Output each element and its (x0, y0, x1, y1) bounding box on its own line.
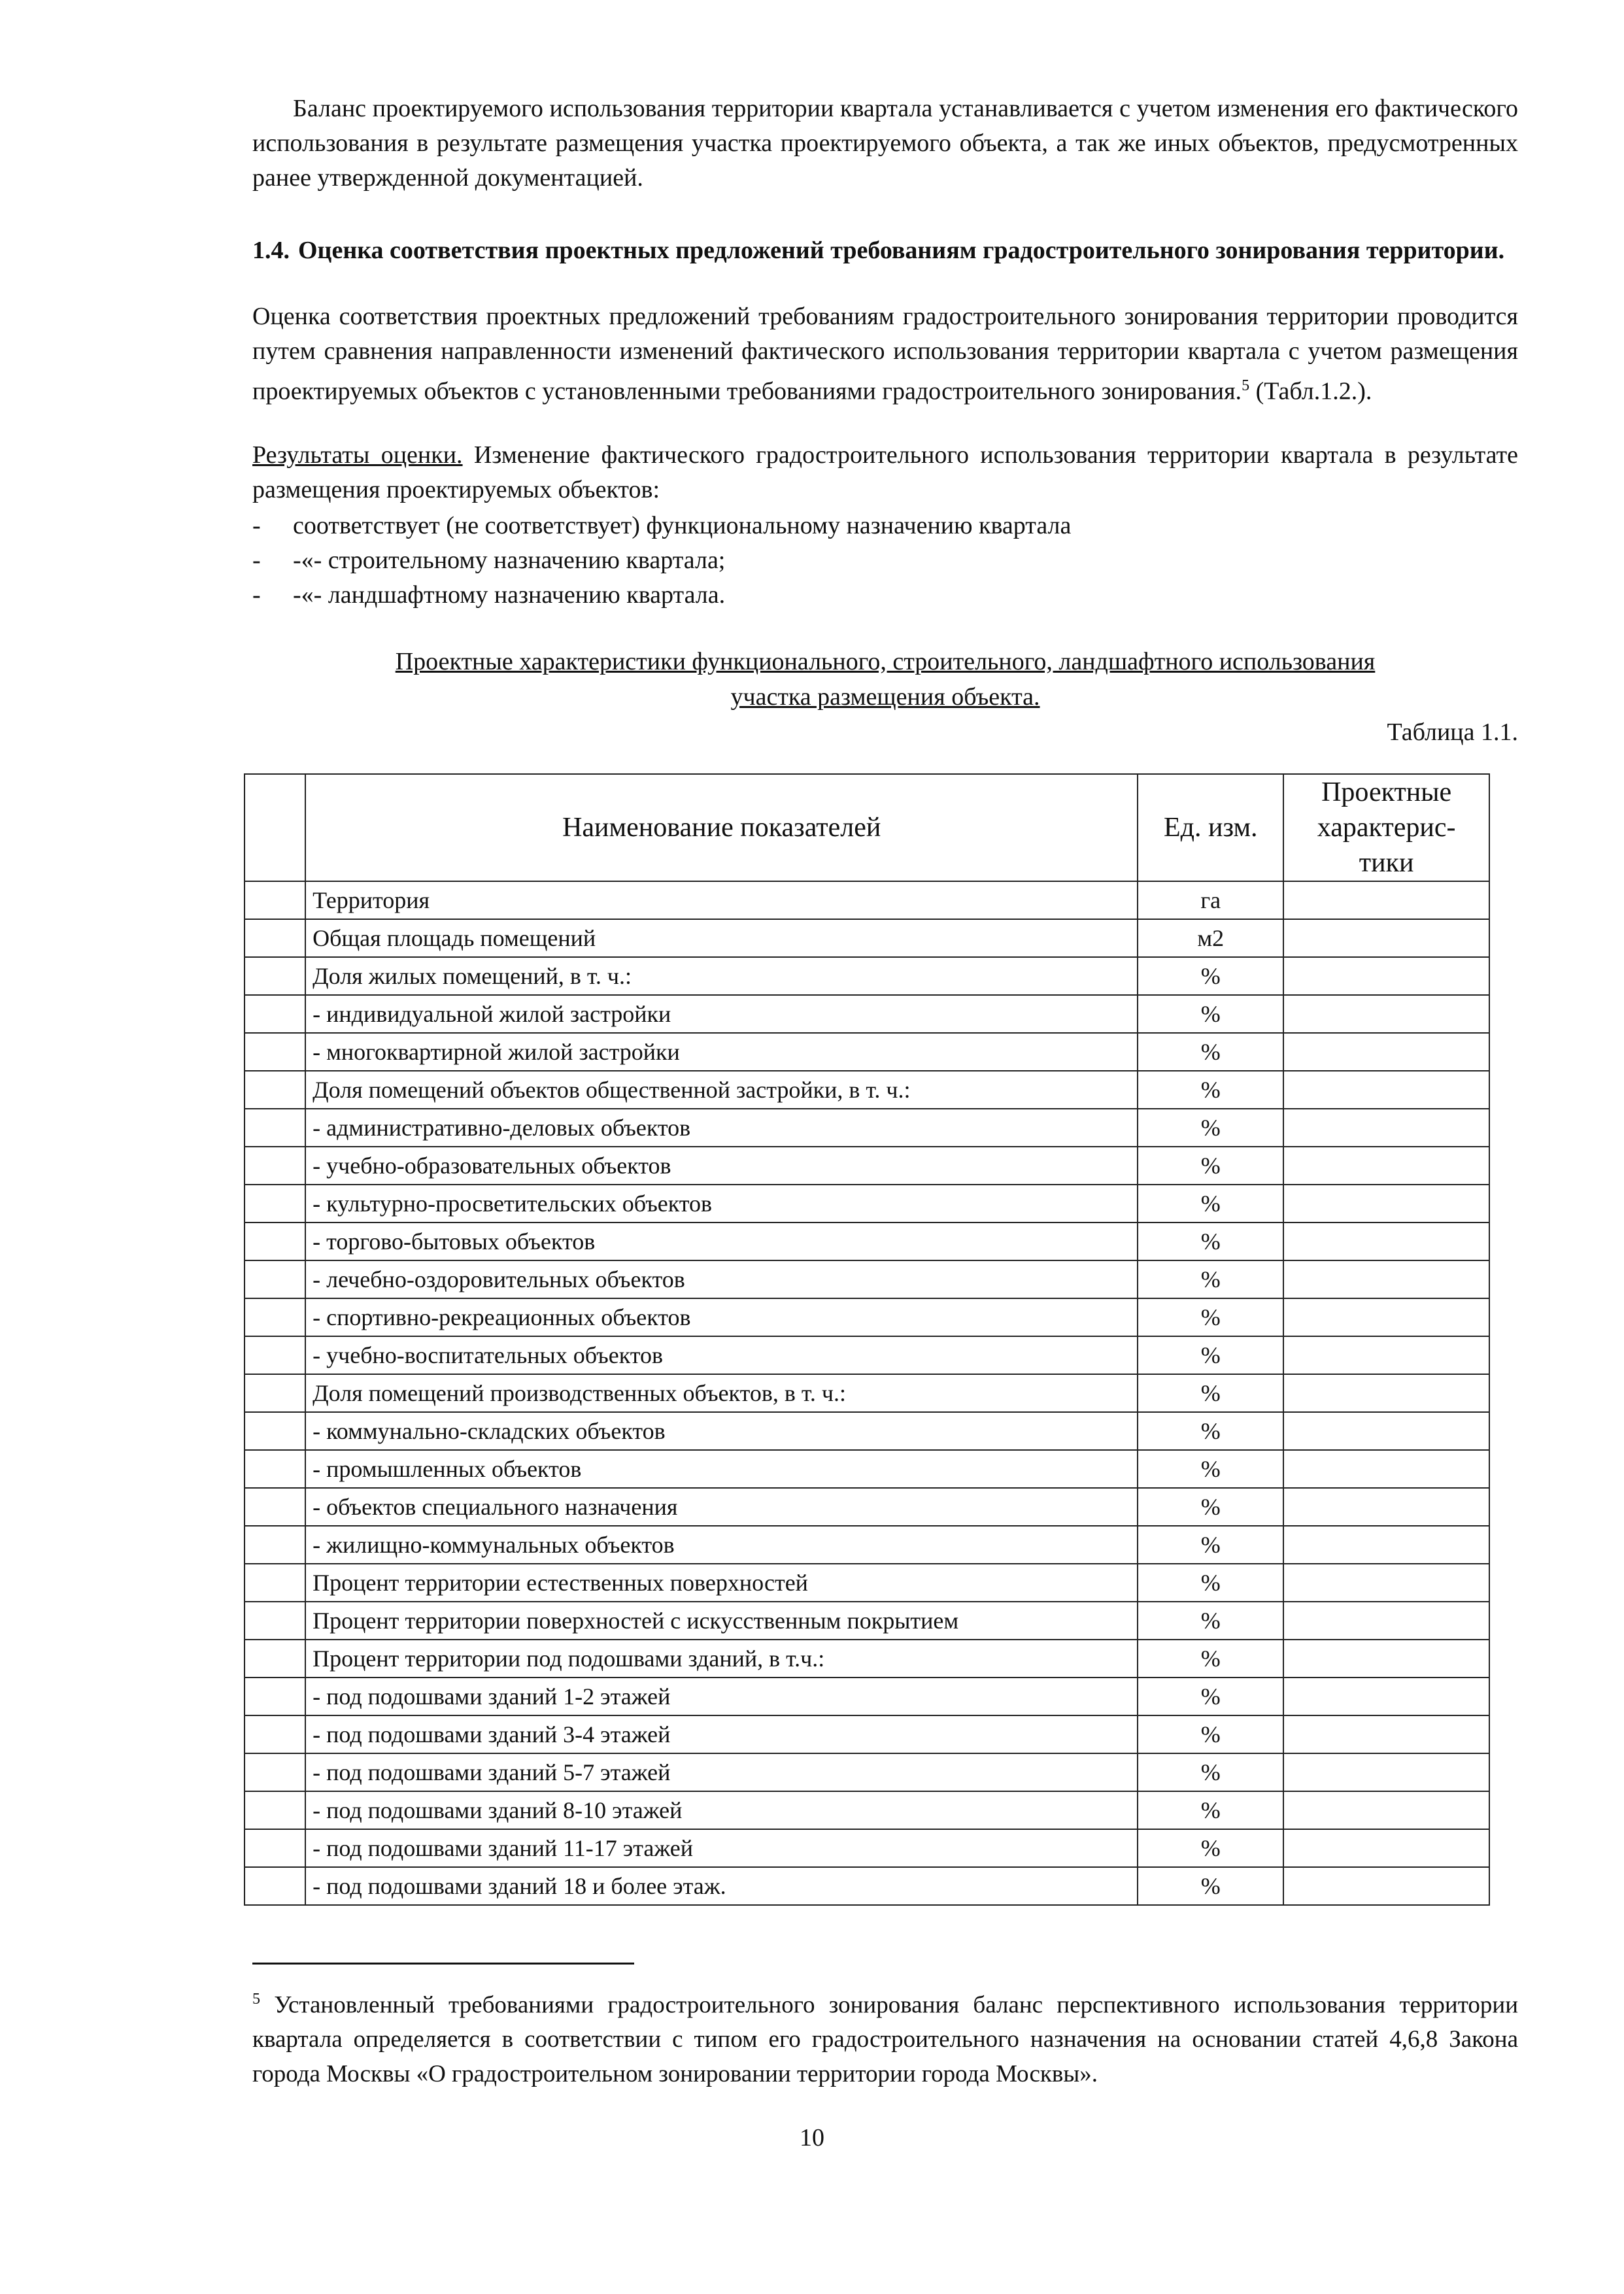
assessment-paragraph (252, 299, 1518, 409)
row-blank-cell (245, 1829, 305, 1867)
row-value-cell (1283, 995, 1489, 1033)
table-row (245, 1374, 1489, 1412)
list-dash: - (252, 581, 261, 609)
row-value-cell (1283, 1564, 1489, 1602)
row-blank-cell (245, 1450, 305, 1488)
row-unit-cell: % (1138, 1260, 1283, 1298)
row-unit-cell: % (1138, 1412, 1283, 1450)
row-name-cell: - под подошвами зданий 18 и более этаж. (305, 1867, 1138, 1905)
list-item (252, 543, 1518, 578)
row-name-cell: Доля помещений объектов общественной застройки, в т. ч.: (305, 1071, 1138, 1109)
row-value-cell (1283, 1185, 1489, 1223)
row-name-cell: - под подошвами зданий 8-10 этажей (305, 1791, 1138, 1829)
section-title: Оценка соответствия проектных предложений требованиям градостроительного зонирования территории. (298, 237, 1505, 264)
list-item (252, 578, 1518, 613)
row-name-cell: Общая площадь помещений (305, 919, 1138, 957)
footnote-rule (252, 1963, 634, 1965)
row-blank-cell (245, 1564, 305, 1602)
table-row (245, 1867, 1489, 1905)
row-blank-cell (245, 995, 305, 1033)
row-unit-cell: % (1138, 1147, 1283, 1185)
row-name-cell: - индивидуальной жилой застройки (305, 995, 1138, 1033)
table-header-row (245, 774, 1489, 881)
row-value-cell (1283, 1071, 1489, 1109)
row-unit-cell: % (1138, 1336, 1283, 1374)
table-row (245, 1147, 1489, 1185)
table-row (245, 1678, 1489, 1715)
intro-paragraph: Баланс проектируемого использования территории квартала устанавливается с учетом изменения его фактического использования в результате размещения участка проектируемого объекта, а так же иных объектов, предусмотренных ранее утвержденной документацией. (252, 95, 1518, 192)
row-name-cell: Процент территории поверхностей с искусственным покрытием (305, 1602, 1138, 1640)
table-row (245, 1033, 1489, 1071)
row-name-cell: - коммунально-складских объектов (305, 1412, 1138, 1450)
footnote-text: Установленный требованиями градостроительного зонирования баланс перспективного использования территории квартала определяется в соответствии с типом его градостроительного назначения на основании статей 4,6,8 Закона города Москвы «О градостроительном зонировании территории города Москвы». (252, 1991, 1518, 2088)
table-row (245, 1298, 1489, 1336)
row-unit-cell: % (1138, 1867, 1283, 1905)
section-heading (252, 233, 1518, 268)
table-row (245, 1791, 1489, 1829)
row-blank-cell (245, 1715, 305, 1753)
row-unit-cell: % (1138, 957, 1283, 995)
row-name-cell: - административно-деловых объектов (305, 1109, 1138, 1147)
table-row (245, 1223, 1489, 1260)
row-unit-cell: % (1138, 1602, 1283, 1640)
table-row (245, 1260, 1489, 1298)
row-blank-cell (245, 1526, 305, 1564)
row-unit-cell: % (1138, 1488, 1283, 1526)
row-name-cell: - лечебно-оздоровительных объектов (305, 1260, 1138, 1298)
row-unit-cell: % (1138, 1526, 1283, 1564)
row-unit-cell: % (1138, 995, 1283, 1033)
row-unit-cell: % (1138, 1374, 1283, 1412)
table-row (245, 1564, 1489, 1602)
table-row (245, 1602, 1489, 1640)
row-value-cell (1283, 1109, 1489, 1147)
header-unit: Ед. изм. (1138, 774, 1283, 881)
table-row (245, 957, 1489, 995)
header-value: Проектные характерис-тики (1283, 774, 1489, 881)
row-unit-cell: % (1138, 1185, 1283, 1223)
row-blank-cell (245, 1298, 305, 1336)
characteristics-table (244, 773, 1490, 1906)
table-row (245, 1071, 1489, 1109)
results-text: Изменение фактического градостроительного использования территории квартала в результате размещения проектируемых объектов: (252, 441, 1519, 503)
row-name-cell: - жилищно-коммунальных объектов (305, 1526, 1138, 1564)
row-unit-cell: % (1138, 1109, 1283, 1147)
footnote-ref[interactable]: 5 (1242, 377, 1250, 394)
row-unit-cell: % (1138, 1791, 1283, 1829)
row-value-cell (1283, 1526, 1489, 1564)
table-ref: (Табл.1.2.). (1249, 377, 1372, 405)
table-row (245, 1829, 1489, 1867)
row-blank-cell (245, 1867, 305, 1905)
row-name-cell: - под подошвами зданий 1-2 этажей (305, 1678, 1138, 1715)
row-unit-cell: % (1138, 1564, 1283, 1602)
row-blank-cell (245, 1336, 305, 1374)
row-blank-cell (245, 1071, 305, 1109)
table-row (245, 1185, 1489, 1223)
table-row (245, 1412, 1489, 1450)
table-number: Таблица 1.1. (1387, 718, 1518, 746)
row-value-cell (1283, 1450, 1489, 1488)
section-number: 1.4. (252, 237, 290, 264)
row-blank-cell (245, 1791, 305, 1829)
list-item-text: -«- ландшафтному назначению квартала. (293, 581, 726, 609)
row-value-cell (1283, 1260, 1489, 1298)
row-name-cell: - учебно-образовательных объектов (305, 1147, 1138, 1185)
row-blank-cell (245, 1678, 305, 1715)
results-list (252, 509, 1518, 613)
row-value-cell (1283, 1488, 1489, 1526)
row-blank-cell (245, 957, 305, 995)
list-dash: - (252, 547, 261, 574)
page-number: 10 (800, 2124, 824, 2151)
row-unit-cell: % (1138, 1071, 1283, 1109)
row-value-cell (1283, 1753, 1489, 1791)
row-name-cell: - учебно-воспитательных объектов (305, 1336, 1138, 1374)
row-name-cell: - многоквартирной жилой застройки (305, 1033, 1138, 1071)
row-name-cell: - под подошвами зданий 3-4 этажей (305, 1715, 1138, 1753)
row-value-cell (1283, 1033, 1489, 1071)
row-value-cell (1283, 1147, 1489, 1185)
footnote (252, 1982, 1518, 2091)
table-body (245, 881, 1489, 1905)
row-blank-cell (245, 1374, 305, 1412)
row-unit-cell: % (1138, 1298, 1283, 1336)
results-paragraph (252, 438, 1518, 507)
row-value-cell (1283, 1374, 1489, 1412)
row-unit-cell: % (1138, 1033, 1283, 1071)
table-title (252, 644, 1518, 715)
row-name-cell: Доля жилых помещений, в т. ч.: (305, 957, 1138, 995)
table-row (245, 1640, 1489, 1678)
row-unit-cell: м2 (1138, 919, 1283, 957)
assessment-text: Оценка соответствия проектных предложений требованиям градостроительного зонирования территории проводится путем сравнения направленности изменений фактического использования территории квартала с учетом размещения проектируемых объектов с установленными требованиями градостроительного зонирования. (252, 303, 1518, 405)
table-title-line: участка размещения объекта. (730, 683, 1040, 711)
row-name-cell: - под подошвами зданий 11-17 этажей (305, 1829, 1138, 1867)
row-name-cell: - под подошвами зданий 5-7 этажей (305, 1753, 1138, 1791)
list-item-text: -«- строительному назначению квартала; (293, 547, 726, 574)
table-title-line: Проектные характеристики функционального, строительного, ландшафтного использования (395, 648, 1376, 675)
list-item (252, 509, 1518, 543)
row-unit-cell: % (1138, 1829, 1283, 1867)
row-blank-cell (245, 1260, 305, 1298)
row-blank-cell (245, 1640, 305, 1678)
row-name-cell: - спортивно-рекреационных объектов (305, 1298, 1138, 1336)
row-unit-cell: % (1138, 1753, 1283, 1791)
row-value-cell (1283, 1678, 1489, 1715)
row-blank-cell (245, 919, 305, 957)
row-value-cell (1283, 1223, 1489, 1260)
row-name-cell: - объектов специального назначения (305, 1488, 1138, 1526)
table-row (245, 1753, 1489, 1791)
row-blank-cell (245, 1488, 305, 1526)
table-row (245, 881, 1489, 919)
list-item-text: соответствует (не соответствует) функциональному назначению квартала (293, 512, 1072, 539)
row-unit-cell: % (1138, 1223, 1283, 1260)
row-value-cell (1283, 1791, 1489, 1829)
row-unit-cell: га (1138, 881, 1283, 919)
row-blank-cell (245, 881, 305, 919)
table-row (245, 1715, 1489, 1753)
header-blank-cell (245, 774, 305, 881)
row-blank-cell (245, 1602, 305, 1640)
row-value-cell (1283, 1715, 1489, 1753)
footnote-number: 5 (252, 1991, 260, 2008)
row-unit-cell: % (1138, 1450, 1283, 1488)
row-blank-cell (245, 1753, 305, 1791)
row-blank-cell (245, 1185, 305, 1223)
table-row (245, 995, 1489, 1033)
table-row (245, 1526, 1489, 1564)
row-value-cell (1283, 1298, 1489, 1336)
row-value-cell (1283, 1336, 1489, 1374)
row-name-cell: - культурно-просветительских объектов (305, 1185, 1138, 1223)
table-row (245, 1488, 1489, 1526)
list-dash: - (252, 512, 261, 539)
row-blank-cell (245, 1109, 305, 1147)
row-value-cell (1283, 919, 1489, 957)
table-row (245, 1450, 1489, 1488)
row-value-cell (1283, 1640, 1489, 1678)
row-name-cell: - торгово-бытовых объектов (305, 1223, 1138, 1260)
header-name: Наименование показателей (305, 774, 1138, 881)
row-value-cell (1283, 1602, 1489, 1640)
row-blank-cell (245, 1147, 305, 1185)
row-name-cell: Территория (305, 881, 1138, 919)
row-blank-cell (245, 1033, 305, 1071)
row-name-cell: Доля помещений производственных объектов, в т. ч.: (305, 1374, 1138, 1412)
row-unit-cell: % (1138, 1715, 1283, 1753)
table-row (245, 1336, 1489, 1374)
row-value-cell (1283, 881, 1489, 919)
row-unit-cell: % (1138, 1640, 1283, 1678)
table-row (245, 919, 1489, 957)
row-value-cell (1283, 1867, 1489, 1905)
row-value-cell (1283, 1412, 1489, 1450)
results-label: Результаты оценки. (252, 441, 463, 469)
row-value-cell (1283, 1829, 1489, 1867)
row-value-cell (1283, 957, 1489, 995)
row-name-cell: Процент территории естественных поверхностей (305, 1564, 1138, 1602)
row-blank-cell (245, 1223, 305, 1260)
row-name-cell: - промышленных объектов (305, 1450, 1138, 1488)
table-row (245, 1109, 1489, 1147)
row-unit-cell: % (1138, 1678, 1283, 1715)
row-blank-cell (245, 1412, 305, 1450)
row-name-cell: Процент территории под подошвами зданий, в т.ч.: (305, 1640, 1138, 1678)
